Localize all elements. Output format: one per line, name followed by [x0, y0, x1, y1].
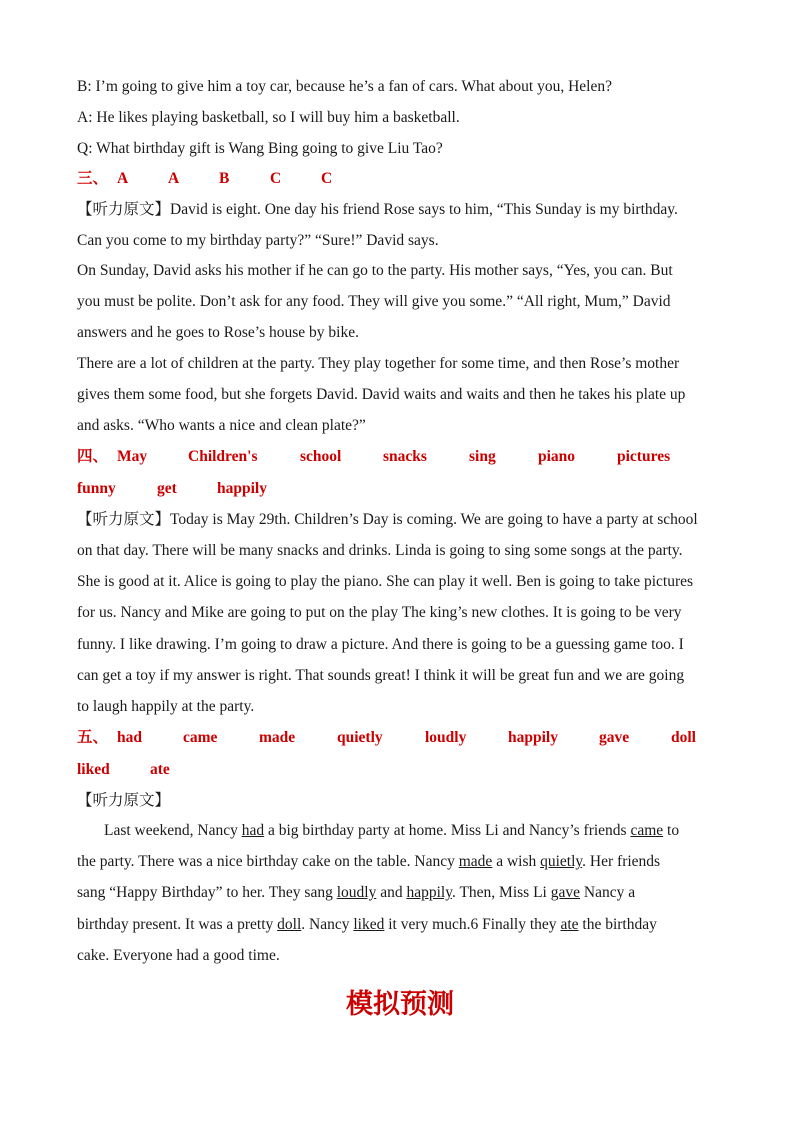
- section5-answers-row1: [77, 728, 727, 748]
- section5-answers-row2: [77, 760, 727, 780]
- transcript-label: 【听力原文】: [77, 792, 171, 809]
- transcript-line: gives them some food, but she forgets David. David waits and waits and then he takes his plate up: [77, 386, 686, 403]
- filled-blank: ate: [560, 916, 579, 933]
- answer: funny: [77, 480, 116, 497]
- answer: pictures: [617, 448, 671, 465]
- transcript-line: to laugh happily at the party.: [77, 698, 255, 715]
- answer: get: [157, 480, 177, 497]
- passage-line: the party. There was a nice birthday cake on the table. Nancy made a wish quietly. Her friends: [77, 853, 661, 870]
- transcript-label: 【听力原文】: [77, 201, 171, 218]
- transcript-line: can get a toy if my answer is right. That sounds great! I think it will be great fun and we are going: [77, 667, 685, 684]
- answer: A: [117, 170, 129, 187]
- filled-blank: gave: [550, 884, 580, 901]
- dialogue-line-a: A: He likes playing basketball, so I will buy him a basketball.: [77, 109, 460, 126]
- section-title: 模拟预测: [346, 989, 454, 1020]
- answer: school: [300, 448, 342, 465]
- filled-blank: loudly: [336, 884, 377, 901]
- transcript-line: for us. Nancy and Mike are going to put on the play The king’s new clothes. It is going to be very: [77, 604, 682, 621]
- passage-line: birthday present. It was a pretty doll. Nancy liked it very much.6 Finally they ate the birthday: [77, 916, 657, 933]
- section4-answers-row2: [77, 479, 727, 499]
- answer: C: [321, 170, 333, 187]
- filled-blank: came: [630, 822, 664, 839]
- answer: came: [183, 729, 218, 746]
- dialogue-question: Q: What birthday gift is Wang Bing going to give Liu Tao?: [77, 140, 443, 157]
- filled-blank: liked: [353, 916, 385, 933]
- answer: had: [117, 729, 142, 746]
- transcript-line: answers and he goes to Rose’s house by bike.: [77, 324, 359, 341]
- transcript-line: 【听力原文】Today is May 29th. Children’s Day is coming. We are going to have a party at school: [77, 511, 698, 528]
- answer: Children's: [188, 448, 258, 465]
- transcript-line: There are a lot of children at the party. They play together for some time, and then Rose’s mother: [77, 355, 680, 372]
- answer: made: [259, 729, 296, 746]
- filled-blank: happily: [406, 884, 452, 901]
- dialogue-line-b: B: I’m going to give him a toy car, because he’s a fan of cars. What about you, Helen?: [77, 78, 612, 95]
- transcript-line: you must be polite. Don’t ask for any food. They will give you some.” “All right, Mum,” David: [77, 293, 671, 310]
- filled-blank: had: [241, 822, 265, 839]
- filled-blank: quietly: [540, 853, 583, 870]
- section-number: 五、: [77, 729, 109, 746]
- section-number: 三、: [77, 170, 109, 187]
- answer: doll: [671, 729, 696, 746]
- transcript-line: and asks. “Who wants a nice and clean plate?”: [77, 417, 366, 434]
- filled-blank: made: [458, 853, 493, 870]
- answer: C: [270, 170, 282, 187]
- section-number: 四、: [77, 448, 109, 465]
- passage-line: cake. Everyone had a good time.: [77, 947, 280, 964]
- answer: ate: [150, 761, 170, 778]
- answer: happily: [508, 729, 558, 746]
- transcript-label: 【听力原文】: [77, 511, 171, 528]
- answer: gave: [599, 729, 630, 746]
- answer: snacks: [383, 448, 427, 465]
- answer: sing: [469, 448, 496, 465]
- answer: May: [117, 448, 148, 465]
- answer: liked: [77, 761, 110, 778]
- answer: piano: [538, 448, 576, 465]
- section4-answers-row1: [77, 447, 727, 467]
- transcript-line: funny. I like drawing. I’m going to draw a picture. And there is going to be a guessing game too. I: [77, 636, 684, 653]
- filled-blank: doll: [277, 916, 302, 933]
- answer: quietly: [337, 729, 383, 746]
- transcript-line: On Sunday, David asks his mother if he can go to the party. His mother says, “Yes, you can. But: [77, 262, 673, 279]
- passage-line: Last weekend, Nancy had a big birthday party at home. Miss Li and Nancy’s friends came to: [104, 822, 680, 839]
- answer: A: [168, 170, 180, 187]
- transcript-line: 【听力原文】David is eight. One day his friend Rose says to him, “This Sunday is my birthday.: [77, 201, 678, 218]
- passage-line: sang “Happy Birthday” to her. They sang loudly and happily. Then, Miss Li gave Nancy a: [77, 884, 636, 901]
- transcript-line: on that day. There will be many snacks and drinks. Linda is going to sing some songs at the party.: [77, 542, 683, 559]
- section3-answers: [77, 169, 727, 189]
- transcript-line: Can you come to my birthday party?” “Sure!” David says.: [77, 232, 439, 249]
- transcript-line: She is good at it. Alice is going to play the piano. She can play it well. Ben is going to take pictures: [77, 573, 694, 590]
- answer: happily: [217, 480, 267, 497]
- answer: B: [219, 170, 230, 187]
- answer: loudly: [425, 729, 467, 746]
